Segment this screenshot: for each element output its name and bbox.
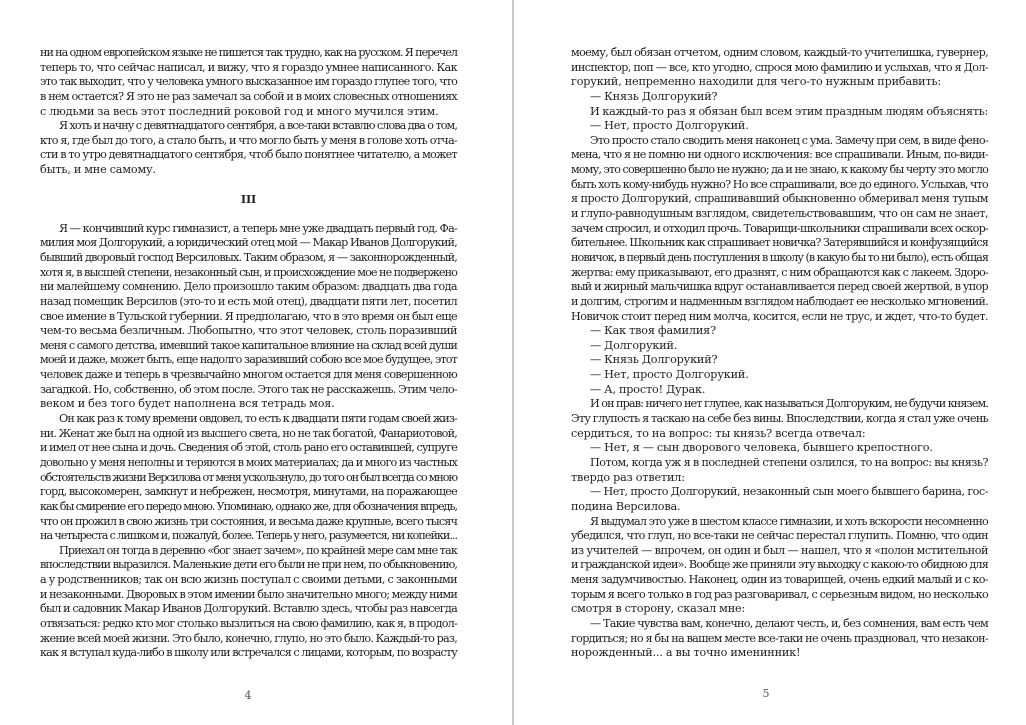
right-page — [514, 0, 1026, 725]
left-text-block-before-heading — [40, 46, 457, 178]
text-line: — Князь Долгорукий? — [590, 353, 718, 367]
text-line: из учителей — впрочем, он один и был — нашел, что я «полон мстительной — [571, 543, 988, 557]
text-line: Я хоть и начну с девятнадцатого сентября, а все-таки вставлю слова два о том, — [59, 119, 457, 133]
text-line: — Как твоя фамилия? — [590, 324, 716, 338]
right-text-block — [571, 46, 988, 661]
text-line: был и садовник Макар Иванов Долгорукий. Вставлю здесь, чтобы раз навсегда — [40, 602, 458, 616]
page-number-right: 5 — [762, 687, 770, 700]
text-line: норожденный... а вы точно именинник! — [571, 646, 801, 660]
text-line: Потом, когда уж я в последней степени озлился, то на вопрос: вы князь? — [590, 455, 988, 469]
right-page-text — [571, 46, 988, 661]
text-line: чем-то весьма безличным. Любопытно, что этот человек, столь поразивший — [40, 324, 457, 338]
left-page — [0, 0, 512, 725]
text-line: твердо раз ответил: — [571, 470, 685, 484]
text-line: хотя я, в высшей степени, незаконный сын, и происхождение мое не подвержено — [40, 265, 457, 279]
text-line: обстоятельств жизни Версилова от меня ускользнуло, до того он был всегда со мною — [40, 470, 458, 484]
text-line: меня задумчивостью. Наконец, один из товарищей, очень едкий малый и с ко- — [571, 573, 988, 587]
text-line: я просто Долгорукий, спрашивавший обыкновенно обмеривал меня тупым — [571, 192, 989, 206]
text-line: и имел от нее сына и дочь. Сведения об этой, столь рано его оставившей, супруге — [40, 441, 458, 455]
text-line: кто я, где был до того, а стало быть, и что могло быть у меня в голове хоть отча- — [40, 133, 457, 147]
text-line: смотря в сторону, сказал мне: — [571, 602, 746, 616]
text-line: Я выдумал это уже в шестом классе гимназии, и хоть вскорости несомненно — [590, 514, 988, 528]
text-line: и глупо-равнодушным взглядом, свидетельствовавшим, что он сам не знает, — [571, 207, 988, 221]
text-line: вый и жирный мальчишка вдруг останавливается перед своей жертвой, в упор — [571, 280, 988, 294]
page-number-left: 4 — [244, 689, 252, 702]
text-line: сти в то утро девятнадцатого сентября, чтоб было понятнее читателю, а может — [40, 148, 457, 162]
text-line: на четыреста с лишком и, пожалуй, более. Теперь у него, разумеется, ни копейки... — [40, 529, 458, 543]
text-line: мому, это совершенно было не нужно; да и не знаю, к какому бы черту это могло — [571, 163, 988, 177]
text-line: гордиться; но я бы на вашем месте все-таки не очень праздновал, что незакон- — [571, 631, 988, 645]
text-line: — Нет, я — сын дворового человека, бывшего крепостного. — [590, 441, 933, 455]
text-line: как я вступал куда-либо в школу или встречался с лицами, которым, по возрасту — [40, 646, 457, 660]
left-page-text — [40, 46, 457, 661]
text-line: быть хоть кому-нибудь нужно? Но все спрашивали, все до единого. Услыхав, что — [571, 177, 988, 191]
text-line: — Такие чувства вам, конечно, делают честь, и, без сомнения, вам есть чем — [590, 616, 988, 630]
text-line: человек даже и теперь в чрезвычайно многом остается для меня совершенною — [40, 368, 457, 382]
chapter-heading: III — [240, 192, 257, 207]
text-line: в нем остается? Я это не раз замечал за собой и в моих словесных отношениях — [40, 89, 457, 103]
text-line: Эту глупость я таскаю на себе без вины. Впоследствии, когда я стал уже очень — [571, 412, 988, 426]
text-line: — Нет, просто Долгорукий. — [590, 368, 749, 382]
left-text-block-after-heading — [40, 222, 457, 661]
text-line: торым я всего только в год раз разговаривал, с серьезным видом, но несколько — [571, 587, 988, 601]
text-line: назад помещик Версилов (это-то и есть мой отец), двадцати пяти лет, посетил — [40, 294, 457, 308]
text-line: мена, что я не помню ни одного исключения: все спрашивали. Иным, по-види- — [571, 148, 988, 162]
text-line: загадкой. Но, собственно, об этом после. Этого так не расскажешь. Этим чело- — [40, 382, 458, 396]
text-line: Приехал он тогда в деревню «бог знает зачем», по крайней мере сам мне так — [59, 543, 457, 557]
text-line: довольно у меня неполны и теряются в моих материалах; да и много из частных — [40, 455, 458, 469]
text-line: новичок, в первый день поступления в школу (в какую бы то ни было), есть общая — [571, 250, 988, 264]
text-line: И каждый-то раз я обязан был всем этим праздным людям объяснять: — [590, 104, 988, 118]
text-line: отвязаться: редко кто мог столько вызлиться на свою фамилию, как я, в продол- — [40, 616, 457, 630]
text-line: жертва: ему приказывают, его дразнят, с ним обращаются как с лакеем. Здоро- — [571, 265, 989, 279]
text-line: с людьми за весь этот последний роковой год и много мучился этим. — [40, 104, 439, 118]
text-line: моей и даже, может быть, еще надолго заразивший собою все мое будущее, этот — [40, 353, 458, 367]
text-line: ни на одном европейском языке не пишется так трудно, как на русском. Я перечел — [40, 46, 457, 59]
text-line: Он как раз к тому времени овдовел, то есть к двадцати пяти годам своей жиз- — [59, 412, 457, 426]
text-line: веком и без того будет наполнена вся тетрадь моя. — [40, 397, 335, 411]
text-line: зачем спросил, и отходил прочь. Товарищи-школьники спрашивали всех оскор- — [571, 221, 988, 235]
text-line: жение всей моей жизни. Это было, конечно, глупо, но это было. Каждый-то раз, — [40, 631, 457, 645]
text-line: горукий, непременно находили для чего-то нужным прибавить: — [571, 75, 942, 89]
text-line: это так выходит, что у человека умного высказанное им гораздо глупее того, что — [40, 75, 458, 89]
text-line: впоследствии выразился. Маленькие дети его были не при нем, по обыкновению, — [40, 558, 458, 572]
text-line: меня с самого детства, имевший такое капитальное влияние на склад всей души — [40, 338, 458, 352]
text-line: сердиться, то на вопрос: ты князь? всегда отвечал: — [571, 426, 866, 440]
text-line: — Князь Долгорукий? — [590, 89, 718, 103]
text-line: милия моя Долгорукий, а юридический отец мой — Макар Иванов Долгорукий, — [40, 236, 457, 250]
text-line: моему, был обязан отчетом, одним словом, каждый-то учителишка, гувернер, — [571, 46, 989, 59]
text-line: и долгим, строгим и надменным взглядом наблюдает ее несколько мгновений. — [571, 294, 989, 308]
text-line: ни малейшему сомнению. Дело произошло таким образом: двадцать два года — [40, 280, 457, 294]
text-line: убедился, что глуп, но все-таки не сейчас перестал глупить. Помню, что один — [571, 529, 988, 543]
text-line: Я — кончивший курс гимназист, а теперь мне уже двадцать первый год. Фа- — [59, 221, 457, 235]
text-line: что он прожил в свою жизнь три состояния, и весьма даже крупные, всего тысяч — [40, 514, 457, 528]
text-line: — Нет, просто Долгорукий. — [590, 119, 749, 133]
text-line: теперь то, что сейчас написал, и вижу, что я гораздо умнее написанного. Как — [40, 60, 457, 74]
text-line: быть, и мне самому. — [40, 163, 156, 177]
text-line: Это просто стало сводить меня наконец с ума. Замечу при сем, в виде фено- — [590, 133, 988, 147]
text-line: — Нет, просто Долгорукий, незаконный сын моего бывшего барина, гос- — [590, 485, 988, 499]
text-line: бительнее. Школьник как спрашивает новичка? Затерявшийся и конфузящийся — [571, 236, 989, 250]
text-line: ни. Женат же был на одной из высшего света, но не так богатой, Фанариотовой, — [40, 426, 458, 440]
text-line: инспектор, поп — все, кто угодно, спрося мою фамилию и услыхав, что я Дол- — [571, 60, 988, 74]
text-line: и гражданской идеи». Вообще же приняли эту выходку с какою-то обидною для — [571, 558, 988, 572]
text-line: подина Версилова. — [571, 499, 681, 513]
text-line: а у родственников; так он всю жизнь поступал с своими детьми, с законными — [40, 573, 457, 587]
text-line: и незаконными. Дворовых в этом имении было значительно много; между ними — [40, 587, 458, 601]
text-line: свое имение в Тульской губернии. Я предполагаю, что в это время он был еще — [40, 309, 458, 323]
text-line: — Долгорукий. — [590, 338, 678, 352]
text-line: как бы смирение его передо мною. Упоминаю, однако же, для обозначения впредь, — [40, 499, 458, 513]
text-line: — А, просто! Дурак. — [590, 382, 706, 396]
text-line: Новичок стоит перед ним молча, косится, если не трус, и ждет, что-то будет. — [571, 309, 988, 323]
text-line: бывший дворовый господ Версиловых. Таким образом, я — законнорожденный, — [40, 250, 458, 264]
text-line: горд, высокомерен, замкнут и небрежен, несмотря, минутами, на поражающее — [40, 485, 457, 499]
text-line: И он прав: ничего нет глупее, как называться Долгоруким, не будучи князем. — [590, 397, 989, 411]
